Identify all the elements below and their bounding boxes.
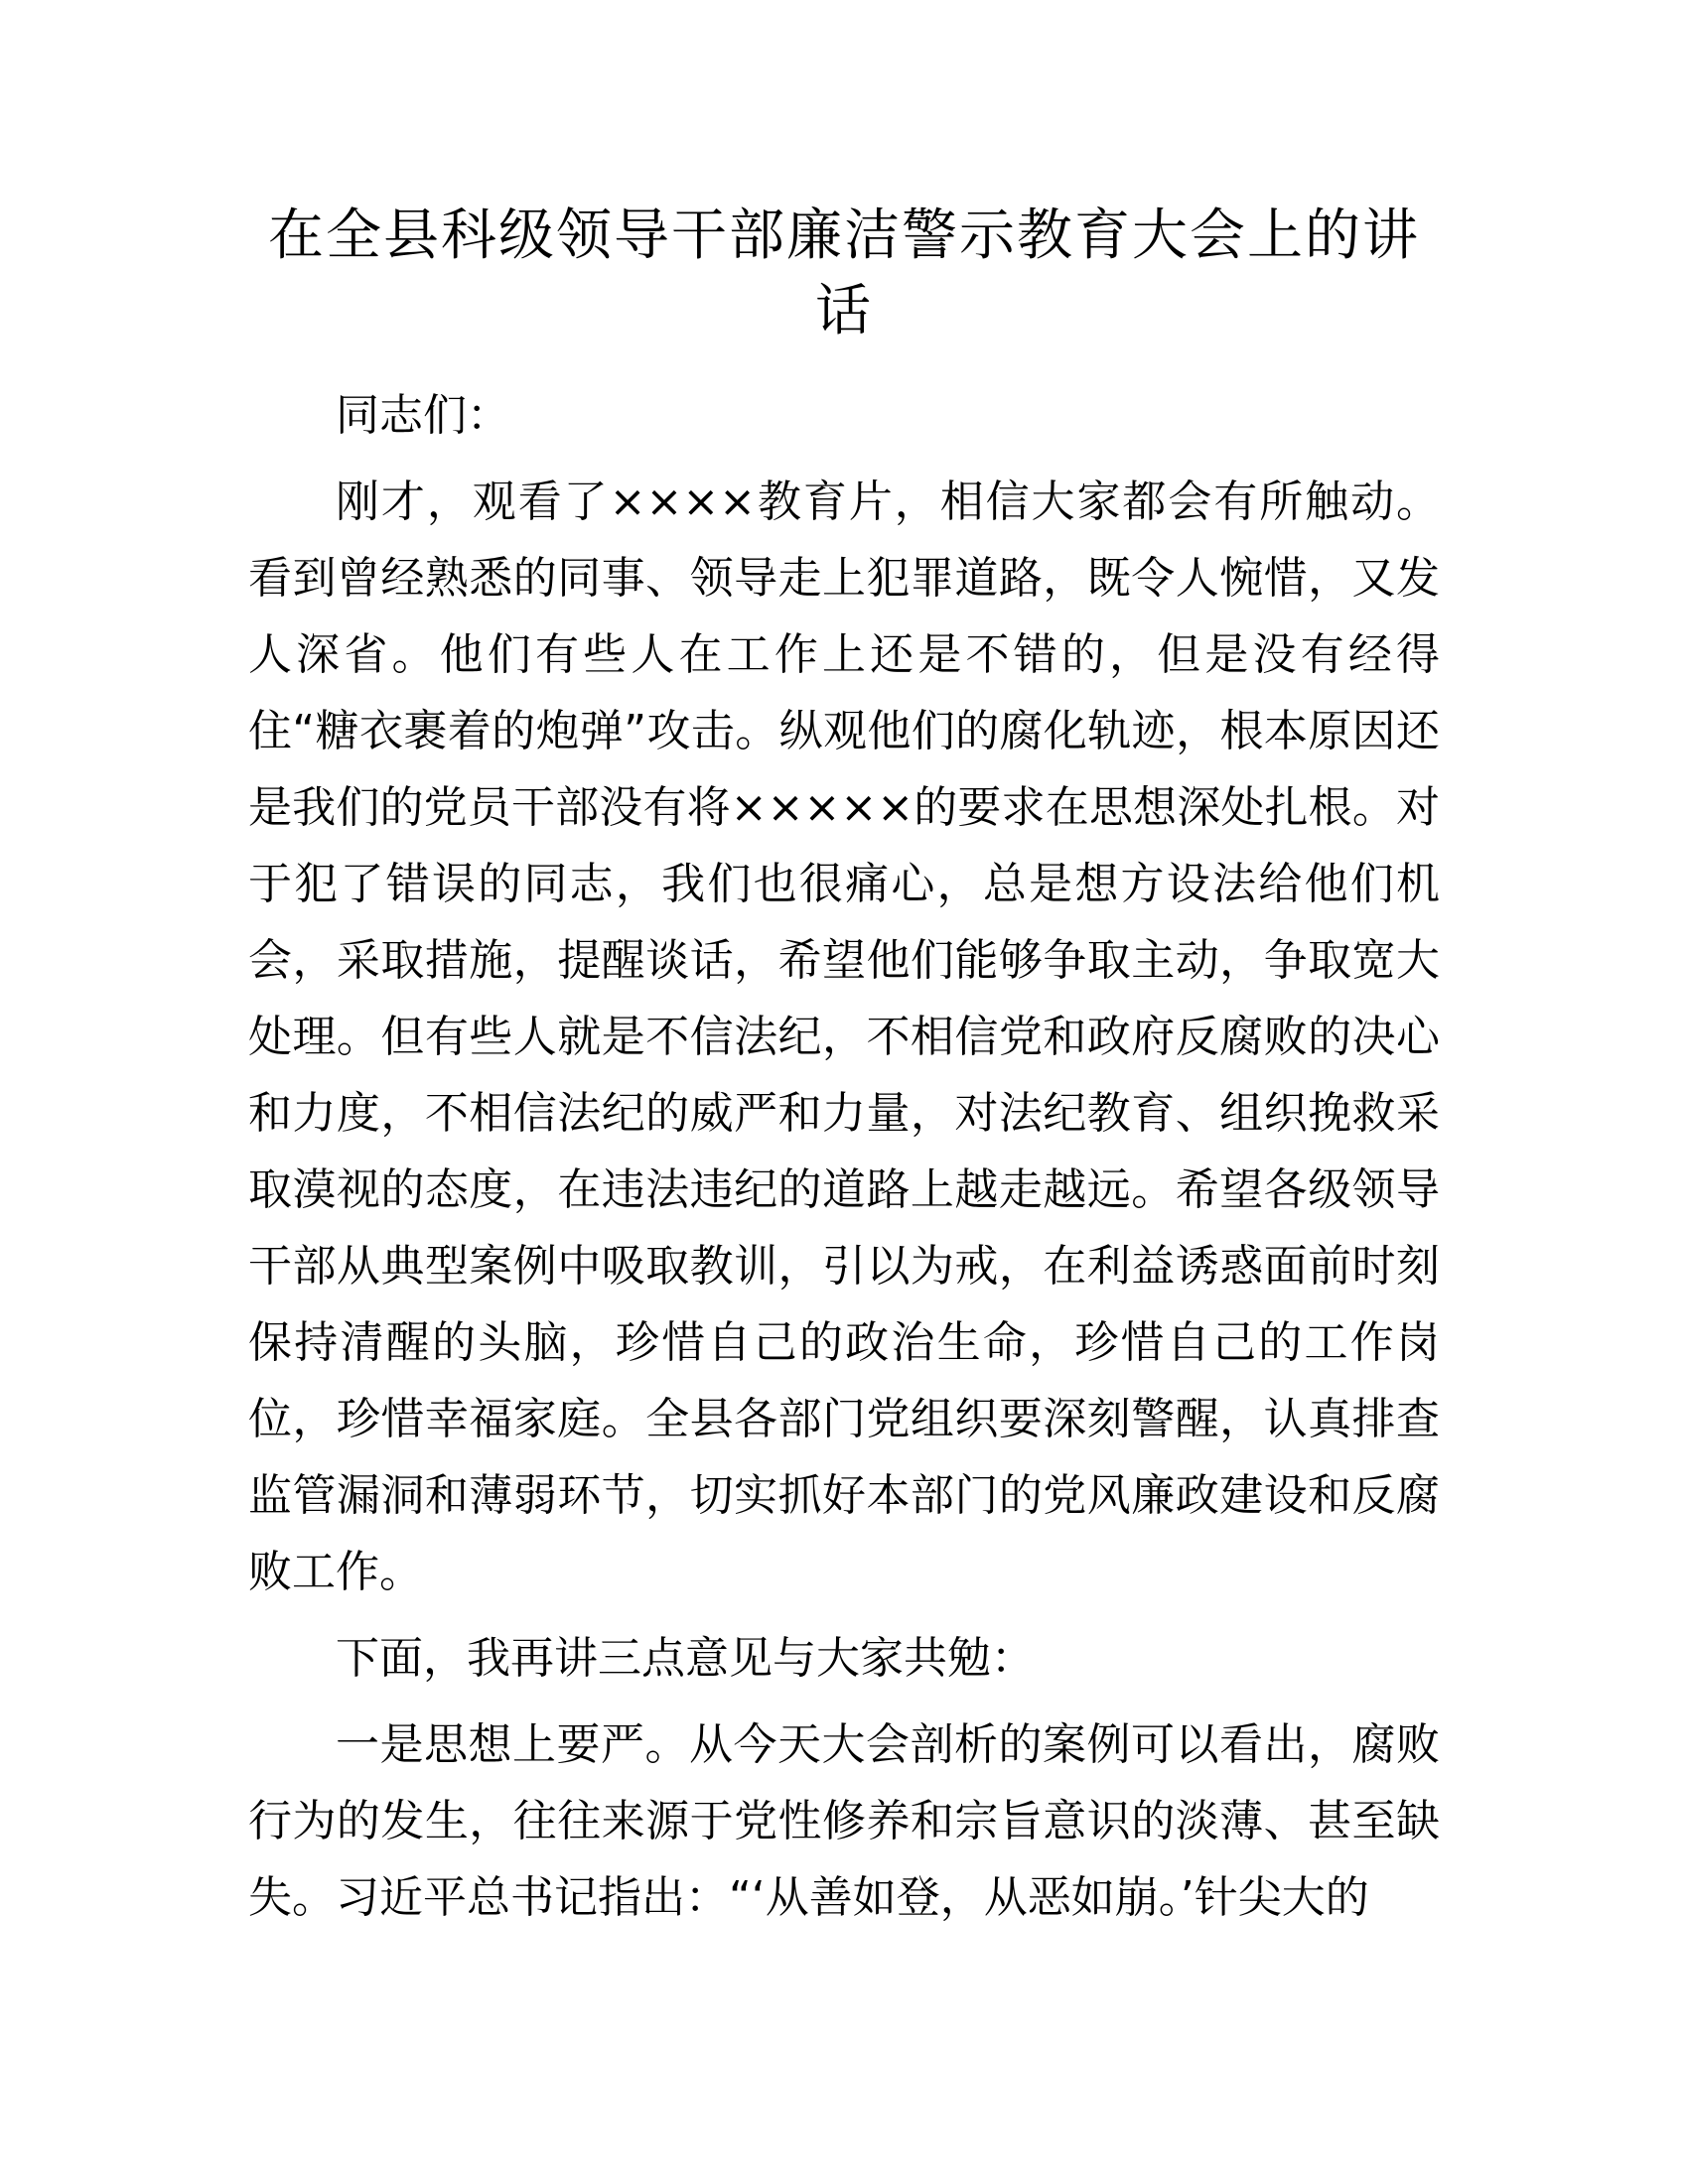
- paragraph-opening: 刚才，观看了××××教育片，相信大家都会有所触动。看到曾经熟悉的同事、领导走上犯罪道路，既令人惋惜，又发人深省。他们有些人在工作上还是不错的，但是没有经得住“糖衣裹着的炮弹”攻击。纵观他们的腐化轨迹，根本原因还是我们的党员干部没有将×××××的要求在思想深处扎根。对于犯了错误的同志，我们也很痛心，总是想方设法给他们机会，采取措施，提醒谈话，希望他们能够争取主动，争取宽大处理。但有些人就是不信法纪，不相信党和政府反腐败的决心和力度，不相信法纪的威严和力量，对法纪教育、组织挽救采取漠视的态度，在违法违纪的道路上越走越远。希望各级领导干部从典型案例中吸取教训，引以为戒，在利益诱惑面前时刻保持清醒的头脑，珍惜自己的政治生命，珍惜自己的工作岗位，珍惜幸福家庭。全县各部门党组织要深刻警醒，认真排查监管漏洞和薄弱环节，切实抓好本部门的党风廉政建设和反腐败工作。: [248, 477, 1440, 1597]
- paragraph-salutation: 同志们：: [336, 390, 510, 441]
- document-title: 在全县科级领导干部廉洁警示教育大会上的讲话: [268, 204, 1420, 343]
- paragraph-point-one: 一是思想上要严。从今天大会剖析的案例可以看出，腐败行为的发生，往往来源于党性修养和宗旨意识的淡薄、甚至缺失。习近平总书记指出：“‘从善如登，从恶如崩。’针尖大的: [248, 1719, 1440, 1923]
- document-body: [248, 377, 1440, 1946]
- paragraph-transition: 下面，我再讲三点意见与大家共勉：: [336, 1633, 1035, 1684]
